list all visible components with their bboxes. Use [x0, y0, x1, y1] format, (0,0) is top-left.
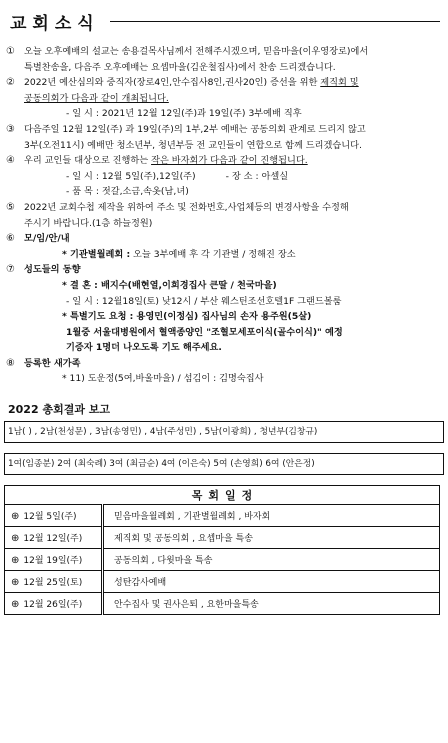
schedule-row [5, 571, 440, 593]
schedule-event: 안수집사 및 권사은퇴 , 요한마을특송 [103, 593, 440, 615]
item-sub-text: - 일 시 : 2021년 12월 12일(주)과 19일(주) 3부예배 직후 [66, 108, 302, 120]
schedule-row [5, 527, 440, 549]
news-list [4, 44, 444, 387]
schedule-event: 제직회 및 공동의회 , 요셉마을 특송 [103, 527, 440, 549]
item-text: 주시기 바랍니다.(1층 하늘정원) [24, 217, 153, 229]
schedule-row [5, 505, 440, 527]
item-text: 다음주일 12월 12일(주) 과 19일(주)의 1부,2부 예배는 공동의회 관계로 드리지 않고 [24, 123, 366, 135]
item-sub-label: * 특별기도 요청 : 용영민(이정심) 집사님의 손자 용주원(5살) [62, 311, 312, 323]
item-number: ⑤ [6, 201, 15, 213]
schedule-table [4, 485, 440, 615]
item-number: ① [6, 46, 15, 57]
item-sub-label: * 기관별월례회 : [62, 248, 131, 260]
item-sub-text: 1월중 서울대병원에서 혈액종양인 "조혈모세포이식(골수이식)" 예정 [66, 326, 343, 338]
schedule-row [5, 593, 440, 615]
item-sub-text: * 11) 도운정(5여,바울마을) / 섬김이 : 김명숙집사 [62, 373, 264, 385]
item-heading: 모/임/안/내 [24, 233, 70, 245]
schedule-event: 믿음마을월례회 , 기관별월례회 , 바자회 [103, 505, 440, 527]
item-number: ⑧ [6, 357, 15, 369]
news-item-2 [4, 75, 444, 122]
item-number: ③ [6, 123, 15, 135]
results-row-men: 1남( ) , 2남(천성문) , 3남(송영민) , 4남(주성민) , 5남(이광희) , 청년부(김창규) [4, 421, 444, 443]
item-sub-text: - 품 목 : 젓갈,소금,속옷(남,녀) [66, 186, 189, 198]
item-number: ⑦ [6, 264, 15, 276]
news-item-6 [4, 231, 444, 262]
schedule-date: 12월 5일(주) [23, 512, 77, 523]
schedule-date: 12월 12일(주) [23, 534, 83, 545]
news-item-3 [4, 122, 444, 153]
news-item-4 [4, 153, 444, 200]
item-text: 2022년 예산심의와 중직자(장로4인,안수집사8인,권사20인) 증선을 위한 [24, 77, 321, 89]
circled-plus-icon: ⊕ [11, 533, 20, 545]
news-item-5 [4, 200, 444, 231]
results-title: 2022 총회결과 보고 [8, 403, 111, 417]
news-item-8 [4, 356, 444, 387]
circled-plus-icon: ⊕ [11, 511, 20, 523]
item-text: 특별찬송을, 다음주 오후예배는 요셉마을(김운철집사)에서 찬송 드리겠습니다. [24, 61, 336, 73]
schedule-title: 목회일정 [5, 486, 440, 505]
news-item-7 [4, 262, 444, 356]
church-bulletin-page [4, 0, 444, 615]
item-text: 2022년 교회수첩 제작을 위하여 주소 및 전화번호,사업체등의 변경사항을 수정해 [24, 201, 349, 213]
item-sub-text: - 장 소 : 아셀실 [225, 170, 289, 182]
item-number: ④ [6, 155, 15, 167]
item-number: ② [6, 77, 15, 89]
schedule-event: 성탄감사예배 [103, 571, 440, 593]
schedule-row [5, 549, 440, 571]
item-sub-label: * 결 혼 : 배지수(배현열,이희경집사 큰딸 / 천국마을) [62, 279, 277, 291]
item-heading: 등록한 새가족 [24, 357, 81, 369]
item-text: 3부(오전11시) 예배만 청소년부, 청년부등 전 교인들이 연합으로 함께 드리겠습니다. [24, 139, 362, 151]
item-text: 우리 교인들 대상으로 진행하는 [24, 155, 152, 167]
schedule-date: 12월 19일(주) [23, 556, 83, 567]
circled-plus-icon: ⊕ [11, 599, 20, 611]
item-sub-text: 기증자 1명더 나오도록 기도 해주세요. [66, 342, 222, 354]
schedule-event: 공동의회 , 다윗마을 특송 [103, 549, 440, 571]
schedule-date: 12월 26일(주) [23, 600, 83, 611]
page-title: 교회소식 [10, 13, 100, 34]
news-item-1 [4, 44, 444, 75]
item-heading: 성도들의 동향 [24, 264, 81, 276]
schedule-date: 12월 25일(토) [23, 578, 83, 589]
results-row-women: 1여(임종분) 2여 (최숙례) 3여 (최금순) 4여 (이은숙) 5여 (손영희) 6여 (안은정) [4, 453, 444, 475]
circled-plus-icon: ⊕ [11, 577, 20, 589]
circled-plus-icon: ⊕ [11, 555, 20, 567]
item-number: ⑥ [6, 233, 15, 245]
header-rule [110, 21, 440, 22]
news-header [4, 6, 444, 36]
item-sub-text: - 일 시 : 12월 5일(주),12일(주) [66, 170, 196, 182]
item-text-underlined: 공동의회가 다음과 같이 개최됩니다. [24, 92, 169, 104]
item-text-underlined: 작은 바자회가 다음과 같이 진행됩니다. [151, 155, 308, 167]
item-text-underlined: 제직회 및 [320, 77, 359, 89]
item-sub-text: - 일 시 : 12월18일(토) 낮12시 / 부산 웨스틴조선호텔1F 그랜드볼룸 [66, 295, 342, 307]
item-sub-text: 오늘 3부예배 후 각 기관별 / 정해진 장소 [130, 248, 296, 260]
item-text: 오늘 오후예배의 설교는 송용걸목사님께서 전해주시겠으며, 믿음마을(이우영장로)에서 [24, 46, 369, 57]
